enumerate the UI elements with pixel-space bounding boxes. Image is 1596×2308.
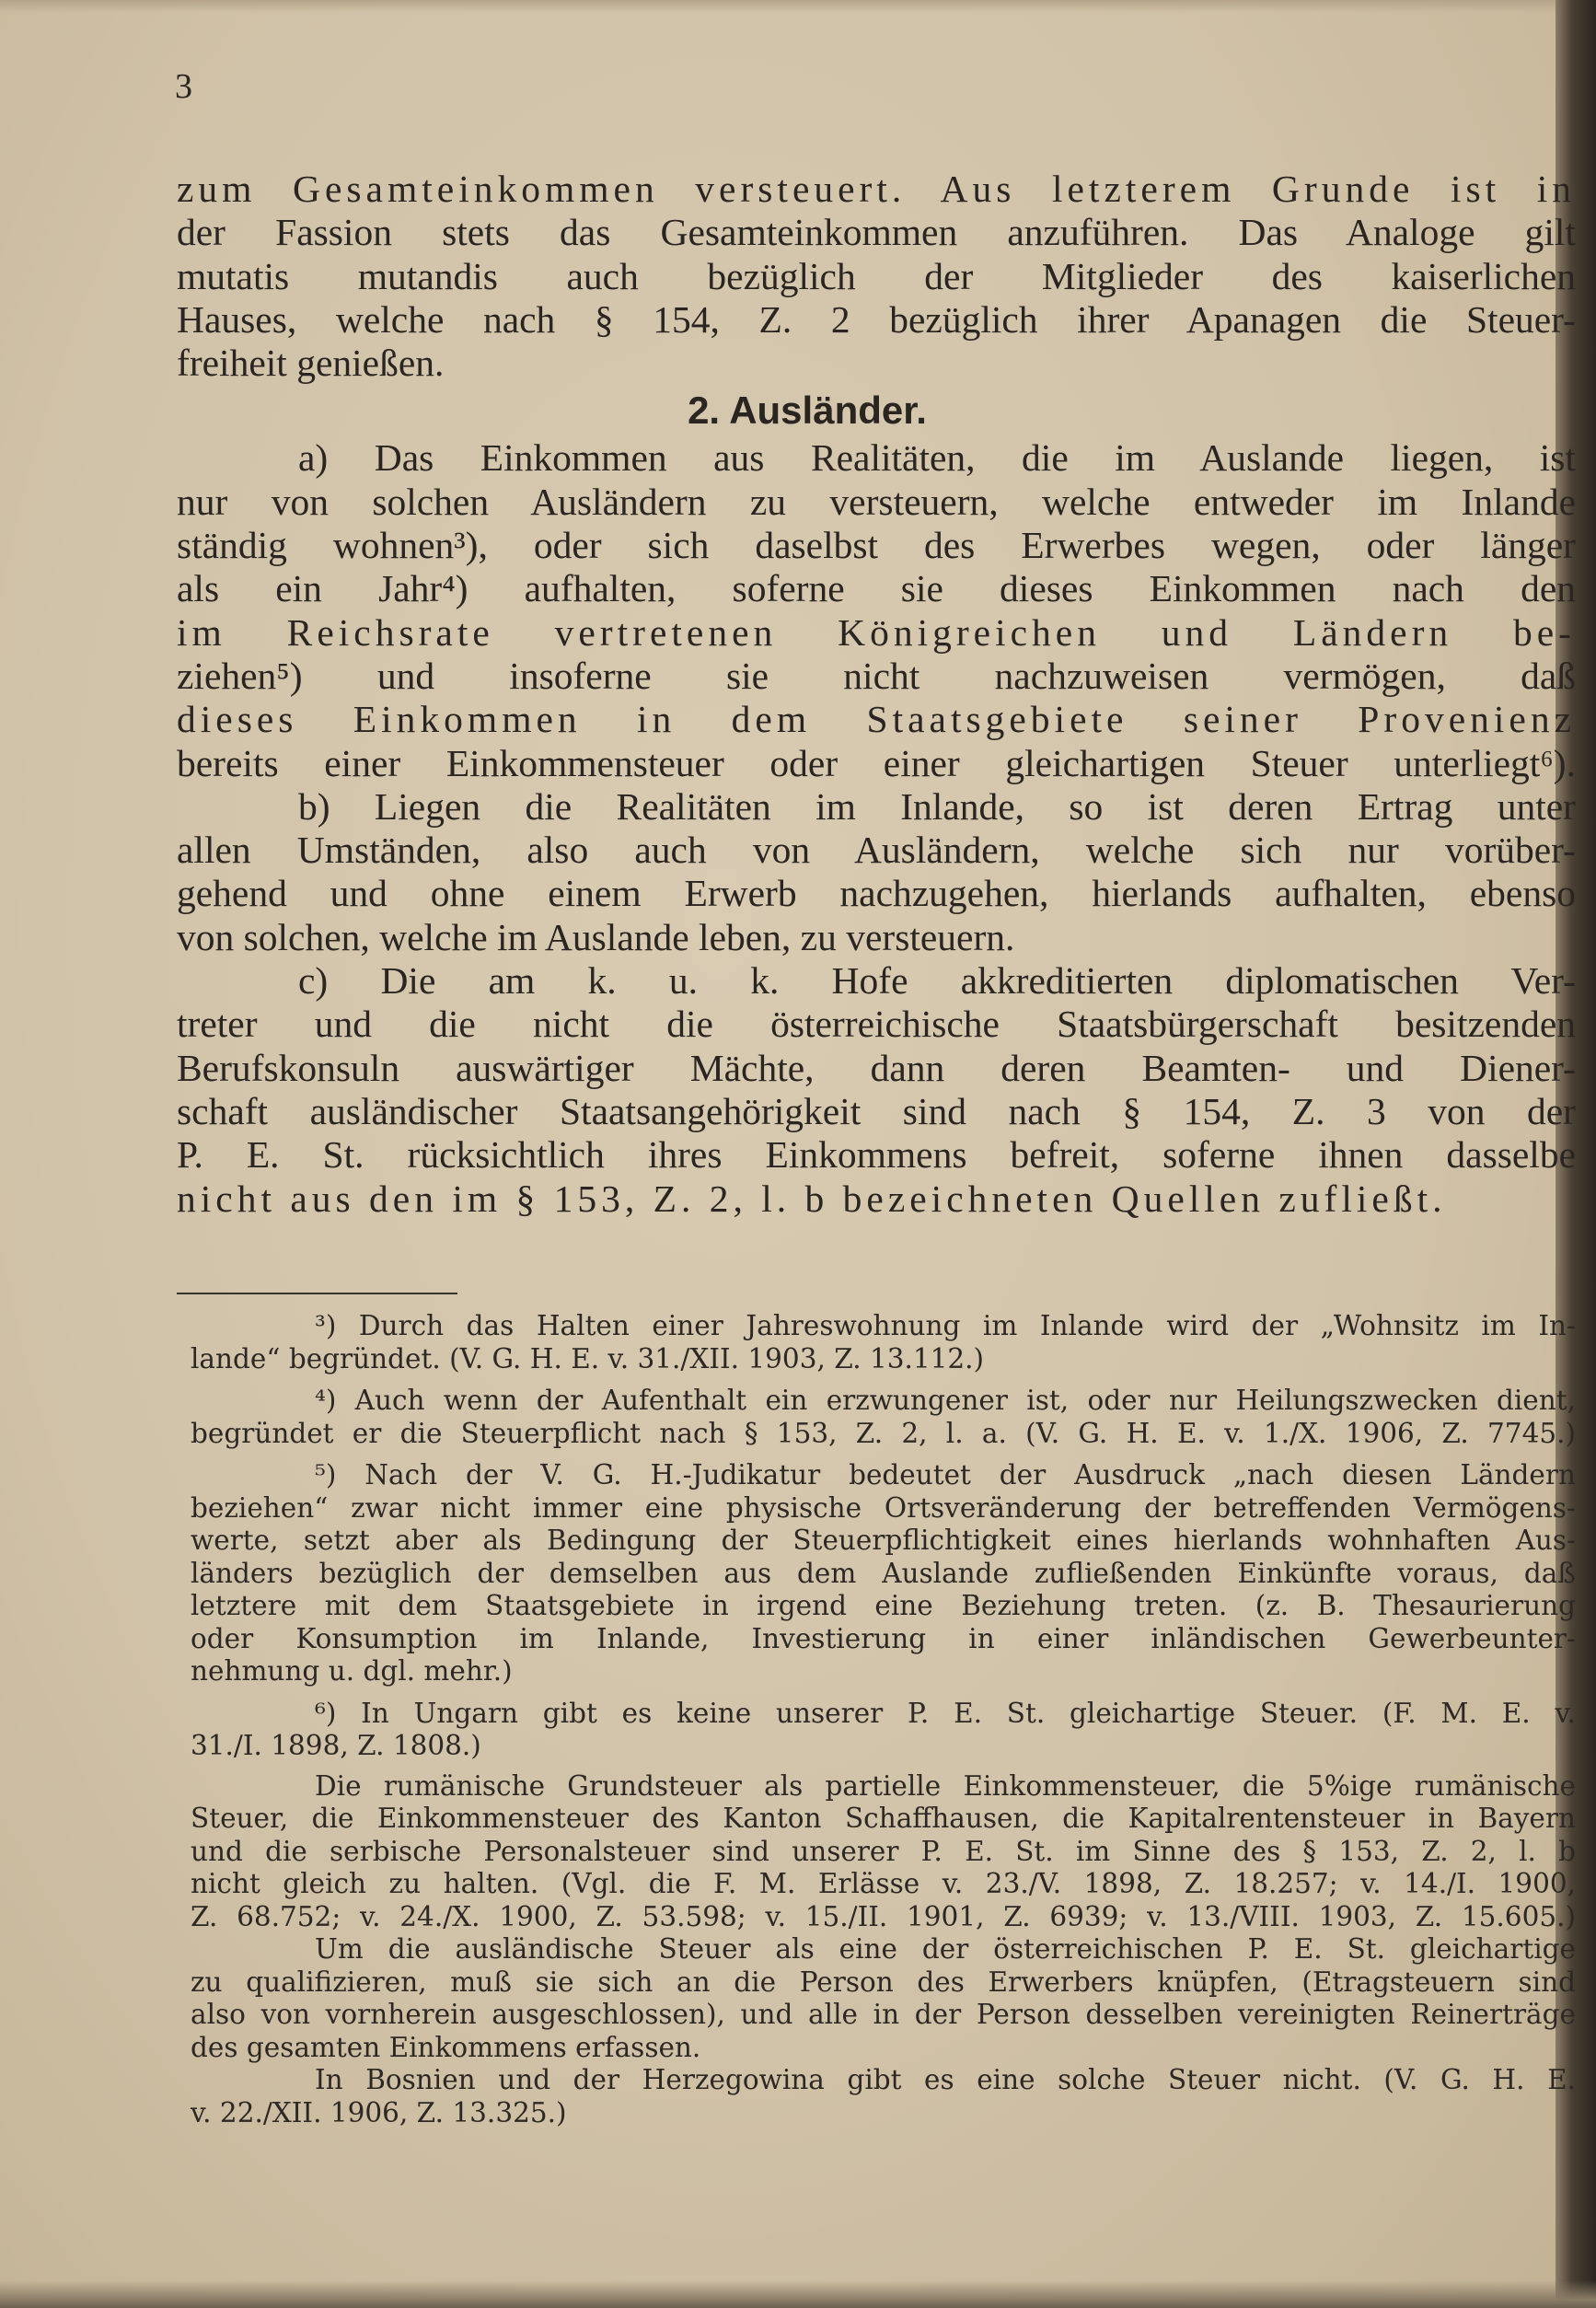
page-number: 3 xyxy=(175,67,192,106)
text-line: zum Gesamteinkommen versteuert. Aus letzterem Grunde ist in xyxy=(177,168,1576,210)
text-line: schaft ausländischer Staatsangehörigkeit sind nach § 154, Z. 3 von der xyxy=(177,1089,1576,1132)
footnote-line: zu qualifizieren, muß sie sich an die Person des Erwerbers knüpfen, (Etragsteuern sind xyxy=(191,1966,1576,1998)
text-line: mutatis mutandis auch bezüglich der Mitglieder des kaiserlichen xyxy=(177,254,1576,297)
text-line: c) Die am k. u. k. Hofe akkreditierten diplomatischen Ver- xyxy=(298,959,1576,1003)
footnote-3 xyxy=(191,1310,1576,1375)
footnote-line: länders bezüglich der demselben aus dem Auslande zufließenden Einkünfte voraus, daß xyxy=(191,1557,1576,1589)
main-text xyxy=(177,168,1576,1221)
paragraph-intro xyxy=(177,168,1576,385)
text-line: Hauses, welche nach § 154, Z. 2 bezüglich ihrer Apanagen die Steuer- xyxy=(177,297,1576,341)
page-bottom-edge xyxy=(0,2280,1596,2308)
footnote-5 xyxy=(191,1459,1576,1688)
text-line: der Fassion stets das Gesamteinkommen anzuführen. Das Analoge gilt xyxy=(177,211,1576,254)
footnote-line: Steuer, die Einkommensteuer des Kanton Schaffhausen, die Kapitalrentensteuer in Bayern xyxy=(191,1803,1576,1834)
text-line: gehend und ohne einem Erwerb nachzugehen, hierlands aufhalten, ebenso xyxy=(177,872,1576,915)
footnote-line: werte, setzt aber als Bedingung der Steuerpflichtigkeit eines hierlands wohnhaften Aus- xyxy=(191,1525,1576,1556)
footnote-line: oder Konsumption im Inlande, Investierung in einer inländischen Gewerbeunter- xyxy=(191,1622,1576,1654)
footnote-line: begründet er die Steuerpflicht nach § 153, Z. 2, l. a. (V. G. H. E. v. 1./X. 1906, Z. 7745.) xyxy=(191,1417,1576,1449)
footnote-line: nicht gleich zu halten. (Vgl. die F. M. Erlässe v. 23./V. 1898, Z. 18.257; v. 14./I. 1900, xyxy=(191,1868,1576,1899)
page-top-edge xyxy=(0,0,1596,13)
text-line: a) Das Einkommen aus Realitäten, die im Auslande liegen, ist xyxy=(298,436,1576,480)
footnote-line: beziehen“ zwar nicht immer eine physische Ortsveränderung der betreffenden Vermögens- xyxy=(191,1491,1576,1524)
footnote-line: 31./I. 1898, Z. 1808.) xyxy=(191,1730,481,1761)
text-line: nicht aus den im § 153, Z. 2, l. b bezeichneten Quellen zufließt. xyxy=(177,1177,1447,1220)
text-line: dieses Einkommen in dem Staatsgebiete seiner Provenienz xyxy=(177,698,1576,741)
paragraph-b xyxy=(177,785,1576,959)
footnote-line: des gesamten Einkommens erfassen. xyxy=(191,2031,701,2063)
footnote-line: nehmung u. dgl. mehr.) xyxy=(191,1655,513,1687)
footnote-6 xyxy=(191,1698,1576,2130)
text-line: freiheit genießen. xyxy=(177,342,445,385)
paragraph-c xyxy=(177,959,1576,1221)
section-heading: 2. Ausländer. xyxy=(688,389,927,433)
footnote-line: also von vornherein ausgeschlossen), und alle in der Person desselben vereinigten Reinerträge xyxy=(191,1999,1576,2030)
footnote-line: letztere mit dem Staatsgebiete in irgend eine Beziehung treten. (z. B. Thesaurierung xyxy=(191,1590,1576,1621)
footnote-line: lande“ begründet. (V. G. H. E. v. 31./XII. 1903, Z. 13.112.) xyxy=(191,1342,985,1374)
footnote-line: ⁵) Nach der V. G. H.-Judikatur bedeutet der Ausdruck „nach diesen Ländern xyxy=(315,1459,1576,1490)
text-line: im Reichsrate vertretenen Königreichen und Ländern be- xyxy=(177,610,1576,654)
text-line: treter und die nicht die österreichische Staatsbürgerschaft besitzenden xyxy=(177,1003,1576,1046)
footnote-line: ⁴) Auch wenn der Aufenthalt ein erzwungener ist, oder nur Heilungszwecken dient, xyxy=(315,1385,1576,1416)
text-line: Berufskonsuln auswärtiger Mächte, dann deren Beamten- und Diener- xyxy=(177,1046,1576,1089)
text-line: als ein Jahr⁴) aufhalten, soferne sie dieses Einkommen nach den xyxy=(177,567,1576,610)
footnote-line: Die rumänische Grundsteuer als partielle Einkommensteuer, die 5%ige rumänische xyxy=(315,1769,1576,1802)
footnote-line: ⁶) In Ungarn gibt es keine unserer P. E. St. gleichartige Steuer. (F. M. E. v. xyxy=(315,1697,1576,1729)
text-line: nur von solchen Ausländern zu versteuern, welche entweder im Inlande xyxy=(177,480,1576,523)
footnote-4 xyxy=(191,1385,1576,1450)
text-line: b) Liegen die Realitäten im Inlande, so ist deren Ertrag unter xyxy=(298,784,1576,828)
footnotes xyxy=(191,1310,1576,2129)
text-line: ständig wohnen³), oder sich daselbst des Erwerbes wegen, oder länger xyxy=(177,524,1576,567)
text-line: ziehen⁵) und insoferne sie nicht nachzuweisen vermögen, daß xyxy=(177,654,1576,697)
text-line: bereits einer Einkommensteuer oder einer gleichartigen Steuer unterliegt⁶). xyxy=(177,741,1576,784)
text-line: P. E. St. rücksichtlich ihres Einkommens befreit, soferne ihnen dasselbe xyxy=(177,1133,1576,1177)
footnote-line: Um die ausländische Steuer als eine der österreichischen P. E. St. gleichartige xyxy=(315,1933,1576,1965)
footnote-divider xyxy=(177,1293,457,1294)
footnote-line: In Bosnien und der Herzegowina gibt es eine solche Steuer nicht. (V. G. H. E. xyxy=(315,2064,1576,2095)
footnote-line: Z. 68.752; v. 24./X. 1900, Z. 53.598; v. 15./II. 1901, Z. 6939; v. 13./VIII. 1903, Z. 15.605.) xyxy=(191,1900,1576,1932)
footnote-line: v. 22./XII. 1906, Z. 13.325.) xyxy=(191,2096,567,2128)
paragraph-a xyxy=(177,436,1576,784)
footnote-line: und die serbische Personalsteuer sind unserer P. E. St. im Sinne des § 153, Z. 2, l. b xyxy=(191,1835,1576,1867)
text-line: allen Umständen, also auch von Ausländern, welche sich nur vorüber- xyxy=(177,829,1576,872)
footnote-line: ³) Durch das Halten einer Jahreswohnung im Inlande wird der „Wohnsitz im In- xyxy=(315,1310,1576,1341)
text-line: von solchen, welche im Auslande leben, zu versteuern. xyxy=(177,915,1015,958)
